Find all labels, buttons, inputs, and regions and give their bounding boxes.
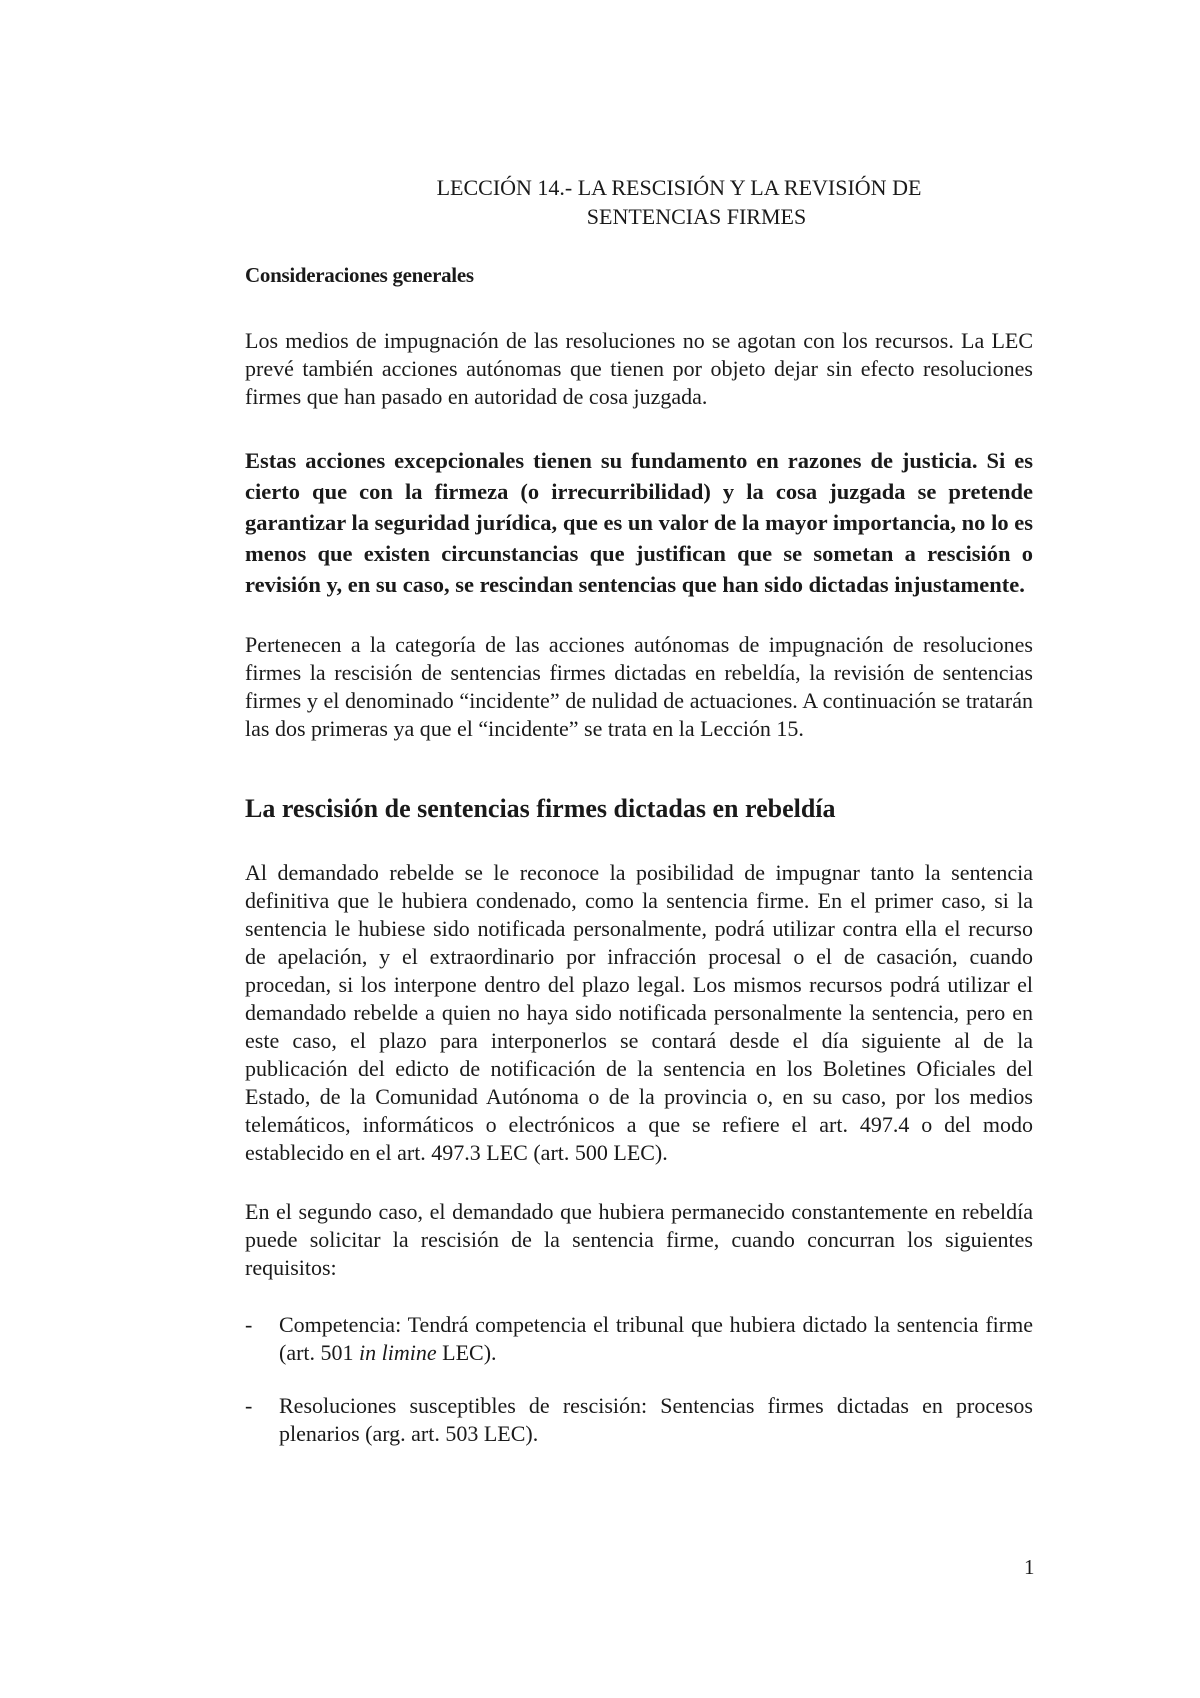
item-competence-italic: in limine xyxy=(359,1340,437,1365)
section-heading-general: Consideraciones generales xyxy=(245,263,474,287)
paragraph-second-case: En el segundo caso, el demandado que hubiera permanecido constantemente en rebeldía puede solicitar la rescisión de la sentencia firme, cuando concurran los siguientes requisitos: xyxy=(245,1199,1033,1280)
lesson-title xyxy=(245,173,1033,231)
title-line-1: LECCIÓN 14.- LA RESCISIÓN Y LA REVISIÓN DE xyxy=(436,175,922,200)
paragraph-intro: Los medios de impugnación de las resoluciones no se agotan con los recursos. La LEC prevé también acciones autónomas que tienen por objeto dejar sin efecto resoluciones firmes que han pasado en autoridad de cosa juzgada. xyxy=(245,328,1033,409)
item-resolutions-text: Resoluciones susceptibles de rescisión: Sentencias firmes dictadas en procesos plenarios (arg. art. 503 LEC). xyxy=(279,1393,1033,1446)
paragraph-categories: Pertenecen a la categoría de las acciones autónomas de impugnación de resoluciones firmes la rescisión de sentencias firmes dictadas en rebeldía, la revisión de sentencias firmes y el denominado “incidente” de nulidad de actuaciones. A continuación se tratarán las dos primeras ya que el “incidente” se trata en la Lección 15. xyxy=(245,632,1033,741)
list-item xyxy=(245,1311,1033,1367)
list-dash: - xyxy=(245,1393,253,1418)
paragraph-bold-justice: Estas acciones excepcionales tienen su fundamento en razones de justicia. Si es cierto que con la firmeza (o irrecurribilidad) y la cosa juzgada se pretende garantizar la seguridad jurídica, que es un valor de la mayor importancia, no lo es menos que existen circunstancias que justifican que se sometan a rescisión o revisión y, en su caso, se rescindan sentencias que han sido dictadas injustamente. xyxy=(245,448,1033,597)
requirements-list xyxy=(245,1311,1033,1448)
item-competence-end: LEC). xyxy=(436,1340,497,1365)
item-competence-text: Competencia: Tendrá competencia el tribunal que hubiera dictado la sentencia firme (art. 501 xyxy=(279,1312,1033,1365)
page-content xyxy=(245,173,1033,1473)
paragraph-rebel-defendant: Al demandado rebelde se le reconoce la posibilidad de impugnar tanto la sentencia definitiva que le hubiera condenado, como la sentencia firme. En el primer caso, si la sentencia le hubiese sido notificada personalmente, podrá utilizar contra ella el recurso de apelación, y el extraordinario por infracción procesal o el de casación, cuando procedan, si los interpone dentro del plazo legal. Los mismos recursos podrá utilizar el demandado rebelde a quien no haya sido notificada personalmente la sentencia, pero en este caso, el plazo para interponerlos se contará desde el día siguiente al de la publicación del edicto de notificación de la sentencia en los Boletines Oficiales del Estado, de la Comunidad Autónoma o de la provincia o, en su caso, por los medios telemáticos, informáticos o electrónicos a que se refiere el art. 497.4 o del modo establecido en el art. 497.3 LEC (art. 500 LEC). xyxy=(245,860,1033,1165)
list-item xyxy=(245,1392,1033,1448)
page-number: 1 xyxy=(1024,1555,1035,1579)
list-dash: - xyxy=(245,1312,253,1337)
section-heading-rescission: La rescisión de sentencias firmes dictadas en rebeldía xyxy=(245,794,836,823)
title-line-2: SENTENCIAS FIRMES xyxy=(586,204,807,229)
